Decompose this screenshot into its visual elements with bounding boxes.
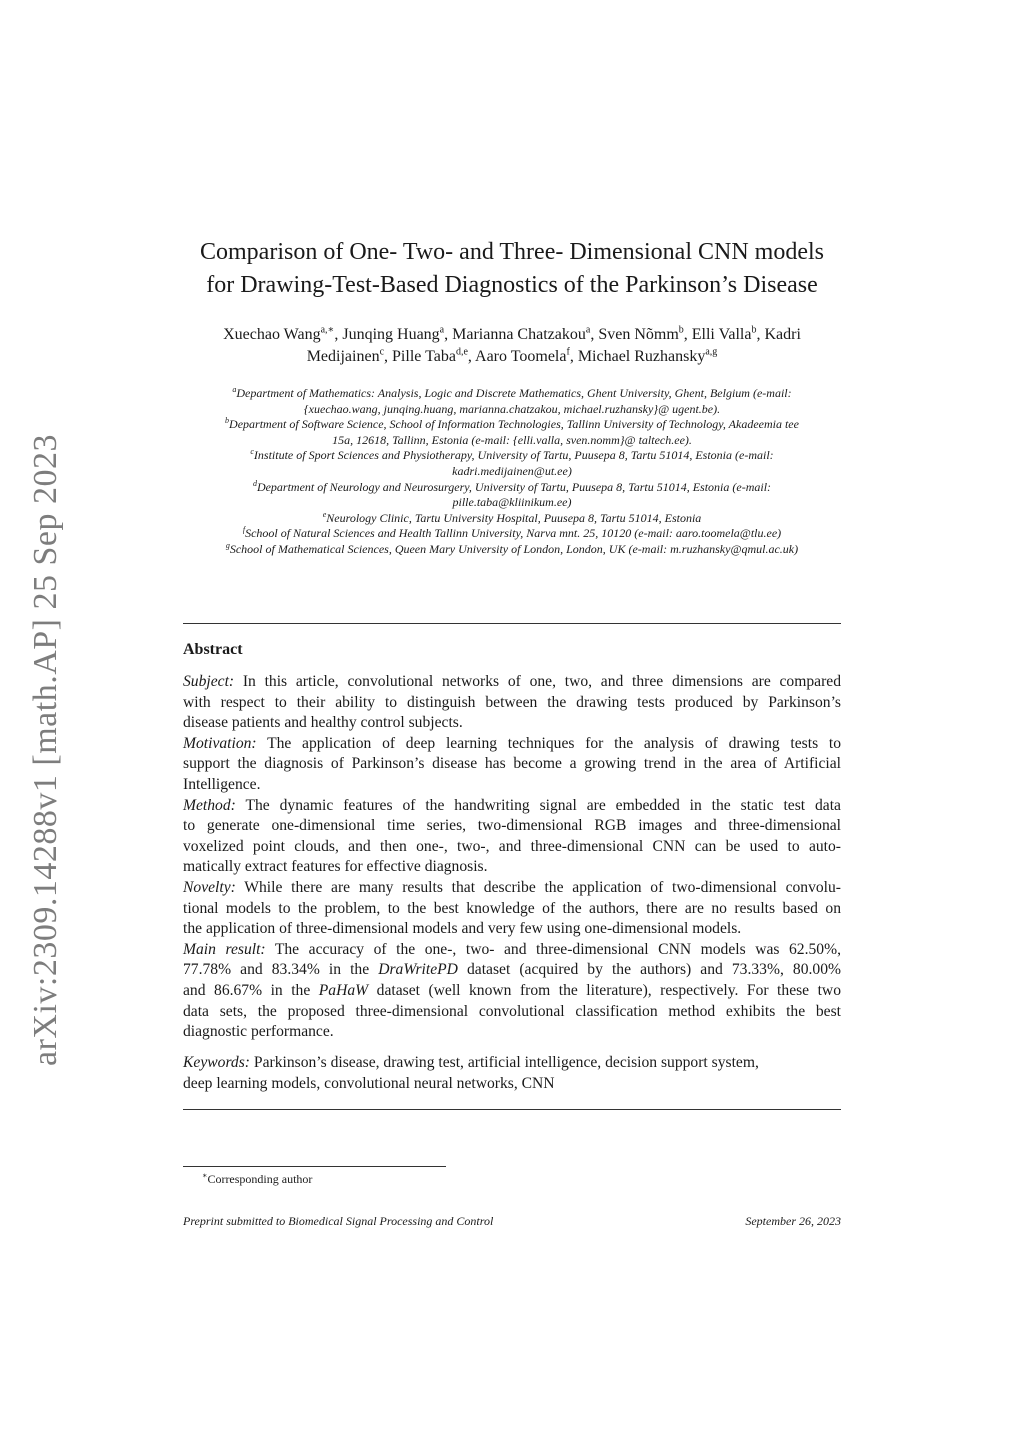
abstract-line: data sets, the proposed three-dimensional convolutional classification method exhibits the best	[183, 1002, 841, 1020]
affiliation-text: {xuechao.wang, junqing.huang, marianna.chatzakou, michael.ruzhansky}@ ugent.be).	[303, 401, 721, 416]
footer-submission: Preprint submitted to Biomedical Signal Processing and Control	[183, 1214, 494, 1228]
abstract-body	[183, 672, 841, 1043]
affiliation-text: Institute of Sport Sciences and Physiotherapy, University of Tartu, Puusepa 8, Tartu 51014, Estonia (e-mail:	[253, 448, 774, 463]
author-line-2	[182, 346, 842, 368]
author-affil-mark: a,g	[705, 346, 718, 358]
affiliation-line	[182, 417, 842, 433]
author-affil-mark: a,∗	[320, 324, 335, 336]
author-affil-mark: f	[566, 346, 570, 358]
author-affil-mark: b	[678, 324, 684, 336]
abstract-line: support the diagnosis of Parkinson’s disease has become a growing trend in the area of Artificial	[183, 755, 841, 773]
affiliation-mark: c	[250, 447, 254, 457]
affiliation-line	[182, 480, 842, 496]
affiliation-line	[182, 386, 842, 402]
abstract-paragraph	[183, 796, 841, 878]
affiliation-line	[182, 495, 842, 511]
author-separator: ,	[683, 326, 692, 343]
affiliation-mark: e	[322, 509, 327, 519]
affiliation-text: 15a, 12618, Tallinn, Estonia (e-mail: {elli.valla, sven.nomm}@ taltech.ee).	[332, 432, 692, 447]
affiliation-text: Department of Mathematics: Analysis, Logic and Discrete Mathematics, Ghent University, Ghent, Belgium (e-mail:	[236, 386, 792, 400]
author-separator: ,	[444, 326, 453, 343]
author-name: Elli Valla	[691, 326, 752, 343]
abstract-paragraph-lead: Subject:	[183, 673, 235, 690]
affiliation-mark: b	[225, 416, 230, 426]
affiliation-text: Department of Neurology and Neurosurgery, University of Tartu, Puusepa 8, Tartu 51014, Estonia (e-mail:	[256, 479, 772, 494]
abstract-paragraph	[183, 734, 841, 796]
author-name: Xuechao Wang	[223, 326, 321, 343]
affiliation-mark: d	[252, 478, 257, 488]
abstract-line: tional models to the problem, to the best knowledge of the authors, there are no results based on	[183, 899, 841, 917]
bottom-divider	[183, 1109, 841, 1110]
affiliation-mark: g	[225, 540, 230, 550]
author-name: Marianna Chatzakou	[452, 326, 586, 343]
author-name: Pille Taba	[392, 348, 456, 365]
affiliation-text: pille.taba@kliinikum.ee)	[452, 495, 572, 510]
keywords-line	[183, 1053, 841, 1074]
keywords-text: Parkinson’s disease, drawing test, artificial intelligence, decision support system,	[253, 1054, 759, 1071]
affiliation-line	[182, 464, 842, 480]
author-separator: ,	[569, 348, 578, 365]
abstract-line: disease patients and healthy control subjects.	[183, 714, 463, 732]
abstract-heading: Abstract	[183, 641, 243, 658]
affiliation-line	[182, 433, 842, 449]
affiliation-text: School of Natural Sciences and Health Tallinn University, Narva mnt. 25, 10120 (e-mail: aaro.toomela@tlu.ee)	[245, 526, 782, 541]
abstract-line: Method: The dynamic features of the handwriting signal are embedded in the static test data	[183, 796, 841, 814]
author-list	[182, 324, 842, 368]
abstract-line: matically extract features for effective diagnosis.	[183, 858, 488, 876]
affiliation-mark: a	[232, 385, 237, 394]
abstract-paragraph	[183, 940, 841, 1043]
author-name: Kadri	[764, 326, 801, 343]
affiliation-mark: f	[242, 525, 246, 535]
arxiv-sidebar-stamp	[22, 430, 70, 1070]
footnote-divider	[183, 1166, 446, 1167]
affiliation-text: Neurology Clinic, Tartu University Hospital, Puusepa 8, Tartu 51014, Estonia	[326, 510, 702, 525]
abstract-paragraph-lead: Main result:	[183, 940, 266, 958]
title-line-2: for Drawing-Test-Based Diagnostics of the Parkinson’s Disease	[206, 272, 818, 298]
abstract-line: the application of three-dimensional models and very few using one-dimensional models.	[183, 920, 742, 938]
author-separator: ,	[590, 326, 599, 343]
dataset-name: DraWritePD	[378, 961, 458, 979]
footnote	[202, 1172, 312, 1187]
title-line-1: Comparison of One- Two- and Three- Dimensional CNN models	[200, 239, 824, 265]
affiliations	[182, 386, 842, 558]
affiliation-text: Department of Software Science, School of Information Technologies, Tallinn University of Technology, Akadeemia tee	[229, 417, 799, 432]
author-affil-mark: c	[379, 346, 385, 358]
abstract-paragraph-lead: Method:	[183, 796, 236, 814]
abstract-line: 77.78% and 83.34% in the DraWritePD dataset (acquired by the authors) and 73.33%, 80.00%	[183, 961, 841, 979]
affiliation-text: School of Mathematical Sciences, Queen Mary University of London, London, UK (e-mail: m.ruzhansky@qmul.ac.uk)	[229, 541, 799, 556]
author-affil-mark: b	[751, 324, 757, 336]
keywords-text: deep learning models, convolutional neural networks, CNN	[183, 1074, 555, 1092]
author-name: Sven Nõmm	[598, 326, 679, 343]
abstract-line: voxelized point clouds, and then one-, two-, and three-dimensional CNN can be used to auto-	[183, 837, 841, 855]
author-separator: ,	[467, 348, 476, 365]
author-name: Medijainen	[306, 348, 380, 365]
abstract-paragraph	[183, 672, 841, 734]
dataset-name: PaHaW	[318, 981, 369, 999]
keywords-label: Keywords:	[183, 1054, 250, 1071]
author-affil-mark: a	[439, 324, 445, 336]
footer-date: September 26, 2023	[745, 1214, 841, 1228]
keywords-block	[183, 1053, 841, 1094]
author-separator: ,	[384, 348, 393, 365]
top-divider	[183, 623, 841, 624]
author-affil-mark: d,e	[455, 346, 468, 358]
affiliation-line	[182, 448, 842, 464]
affiliation-line	[182, 526, 842, 542]
affiliation-line	[182, 511, 842, 527]
footnote-text: Corresponding author	[207, 1172, 313, 1186]
author-line-1	[182, 324, 842, 346]
abstract-line: to generate one-dimensional time series, two-dimensional RGB images and three-dimensional	[183, 817, 841, 835]
abstract-paragraph	[183, 878, 841, 940]
abstract-line: Subject: In this article, convolutional networks of one, two, and three dimensions are compared	[183, 673, 841, 690]
affiliation-text: kadri.medijainen@ut.ee)	[452, 463, 572, 478]
author-affil-mark: a	[585, 324, 591, 336]
author-separator: ,	[334, 326, 343, 343]
abstract-line: and 86.67% in the PaHaW dataset (well known from the literature), respectively. For these two	[183, 981, 841, 999]
abstract-line: diagnostic performance.	[183, 1023, 334, 1041]
arxiv-identifier: arXiv:2309.14288v1 [math.AP] 25 Sep 2023	[27, 434, 64, 1066]
abstract-line: Novelty: While there are many results that describe the application of two-dimensional convolu-	[183, 878, 841, 896]
abstract-line: Intelligence.	[183, 775, 261, 793]
footnote-mark: ∗	[202, 1171, 208, 1180]
author-name: Michael Ruzhansky	[577, 348, 706, 365]
affiliation-line	[182, 542, 842, 558]
author-separator: ,	[756, 326, 765, 343]
abstract-line: with respect to their ability to distinguish between the drawing tests produced by Parkinson’s	[183, 693, 841, 711]
abstract-paragraph-lead: Novelty:	[183, 878, 236, 896]
affiliation-line	[182, 402, 842, 418]
keywords-line	[183, 1074, 841, 1095]
author-name: Junqing Huang	[342, 326, 440, 343]
abstract-line: Main result: The accuracy of the one-, two- and three-dimensional CNN models was 62.50%,	[183, 940, 841, 958]
author-name: Aaro Toomela	[475, 348, 567, 365]
paper-title	[170, 236, 854, 302]
abstract-paragraph-lead: Motivation:	[183, 734, 257, 752]
abstract-line: Motivation: The application of deep learning techniques for the analysis of drawing tests to	[183, 734, 841, 752]
